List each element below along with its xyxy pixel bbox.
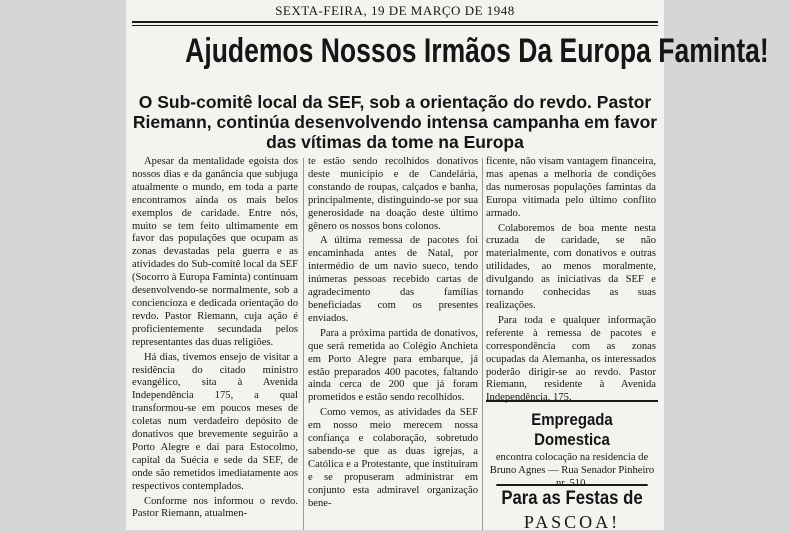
advert-subtitle: PASCOA! [523, 512, 621, 532]
advert-title: Para as Festas de [496, 484, 647, 510]
classified-text: encontra colocação na residencia de Bruno Agnes — Rua Senador Pinheiro nr. 510. [489, 452, 655, 489]
paragraph: Conforme nos informou o revdo. Pastor Riemann, atualmen- [132, 495, 298, 520]
paragraph: te estão sendo recolhidos donativos deste município e de Candelária, constando de roupas, calçados e banha, principalmente, distinguindo-se por sua generosidade na doação deste último gênero os nossos bons colonos. [308, 156, 478, 232]
top-rule-thin [132, 25, 658, 26]
paragraph: A última remessa de pacotes foi encaminhada antes de Natal, por intermédio de um navio sueco, tendo inúmeras pessoas recebido cartas de agradecimento das famílias beneficiadas com os presentes enviados. [308, 235, 478, 324]
paragraph: Como vemos, as atividades da SEF em nosso meio merecem nossa confiança e colaboração, sobretudo sabendo-se que as duas igrejas, a Católica e a Protestante, que instituiram e se propuseram administrar em conjunto esta admiravel organização bene- [308, 407, 478, 509]
column-divider [482, 158, 483, 530]
paragraph: Para toda e qualquer informação referente à remessa de pacotes e correspondência com as zonas ocupadas da Alemanha, os interessados poderão dirigir-se ao revdo. Pastor Riemann, residente à Avenida Independência, 175. [486, 314, 656, 404]
paragraph: Apesar da mentalidade egoista dos nossos dias e da ganância que subjuga atualmente o mundo, em toda a parte encontramos ainda os mais belos exemplos de caridade. Entre nós, muito se tem feito ultimamente em favor das populações que ocupam as zonas devastadas pela guerra e as atividades do Sub-comitê local da SEF (Socorro à Europa Faminta) continuam desenvolvendo-se normalmente, sob a conciencioza e dedicada orientação do revdo. Pastor Riemann, cuja ação é proficientemente secundada pelos representantes das duas religiões. [132, 156, 298, 348]
newspaper-page [126, 0, 769, 532]
paragraph: Para a próxima partida de donativos, que será remetida ao Colégio Anchieta em Porto Alegre para embarque, já estão preparados 400 pacotes, faltando ainda cerca de 200 que já foram prometidos e estão sendo recolhidos. [308, 327, 478, 404]
paragraph: ficente, não visam vantagem financeira, mas apenas a melhoria de condições das numerosas populações famintas da Europa vitimada pelo último conflito armado. [486, 156, 656, 219]
column-divider [303, 158, 304, 530]
article-column-1 [132, 156, 298, 530]
headline: Ajudemos Nossos Irmãos Da Europa Faminta! [185, 32, 769, 70]
article-column-3 [486, 156, 656, 404]
paragraph: Colaboremos de boa mente nesta cruzada de caridade, se não materialmente, com donativos e outras utilidades, ao menos moralmente, divulgando as iniciativas da SEF e tornando conhecidas as suas realizações. [486, 222, 656, 311]
article-column-2 [308, 156, 478, 530]
classified-ad [486, 400, 658, 491]
paragraph: Há dias, tivemos ensejo de visitar a residência do citado ministro evangélico, sita à Avenida Independência 175, a qual transformou-se em poucos meses de coletas num verdadeiro depósito de donativos que brevemente seguirão a Porto Alegre e daí para Estocolmo, capital da Suécia e sede da SEF, de onde são remetidos imediatamente aos respectivos contemplados. [132, 351, 298, 492]
classified-title: Empregada Domestica [531, 410, 613, 449]
dateline: SEXTA-FEIRA, 19 DE MARÇO DE 1948 [275, 3, 515, 18]
subheadline: O Sub-comitê local da SEF, sob a orientação do revdo. Pastor Riemann, continúa desenvolvendo intensa campanha em favor das vítimas da tome na Europa [132, 92, 658, 152]
top-rule [132, 21, 658, 23]
